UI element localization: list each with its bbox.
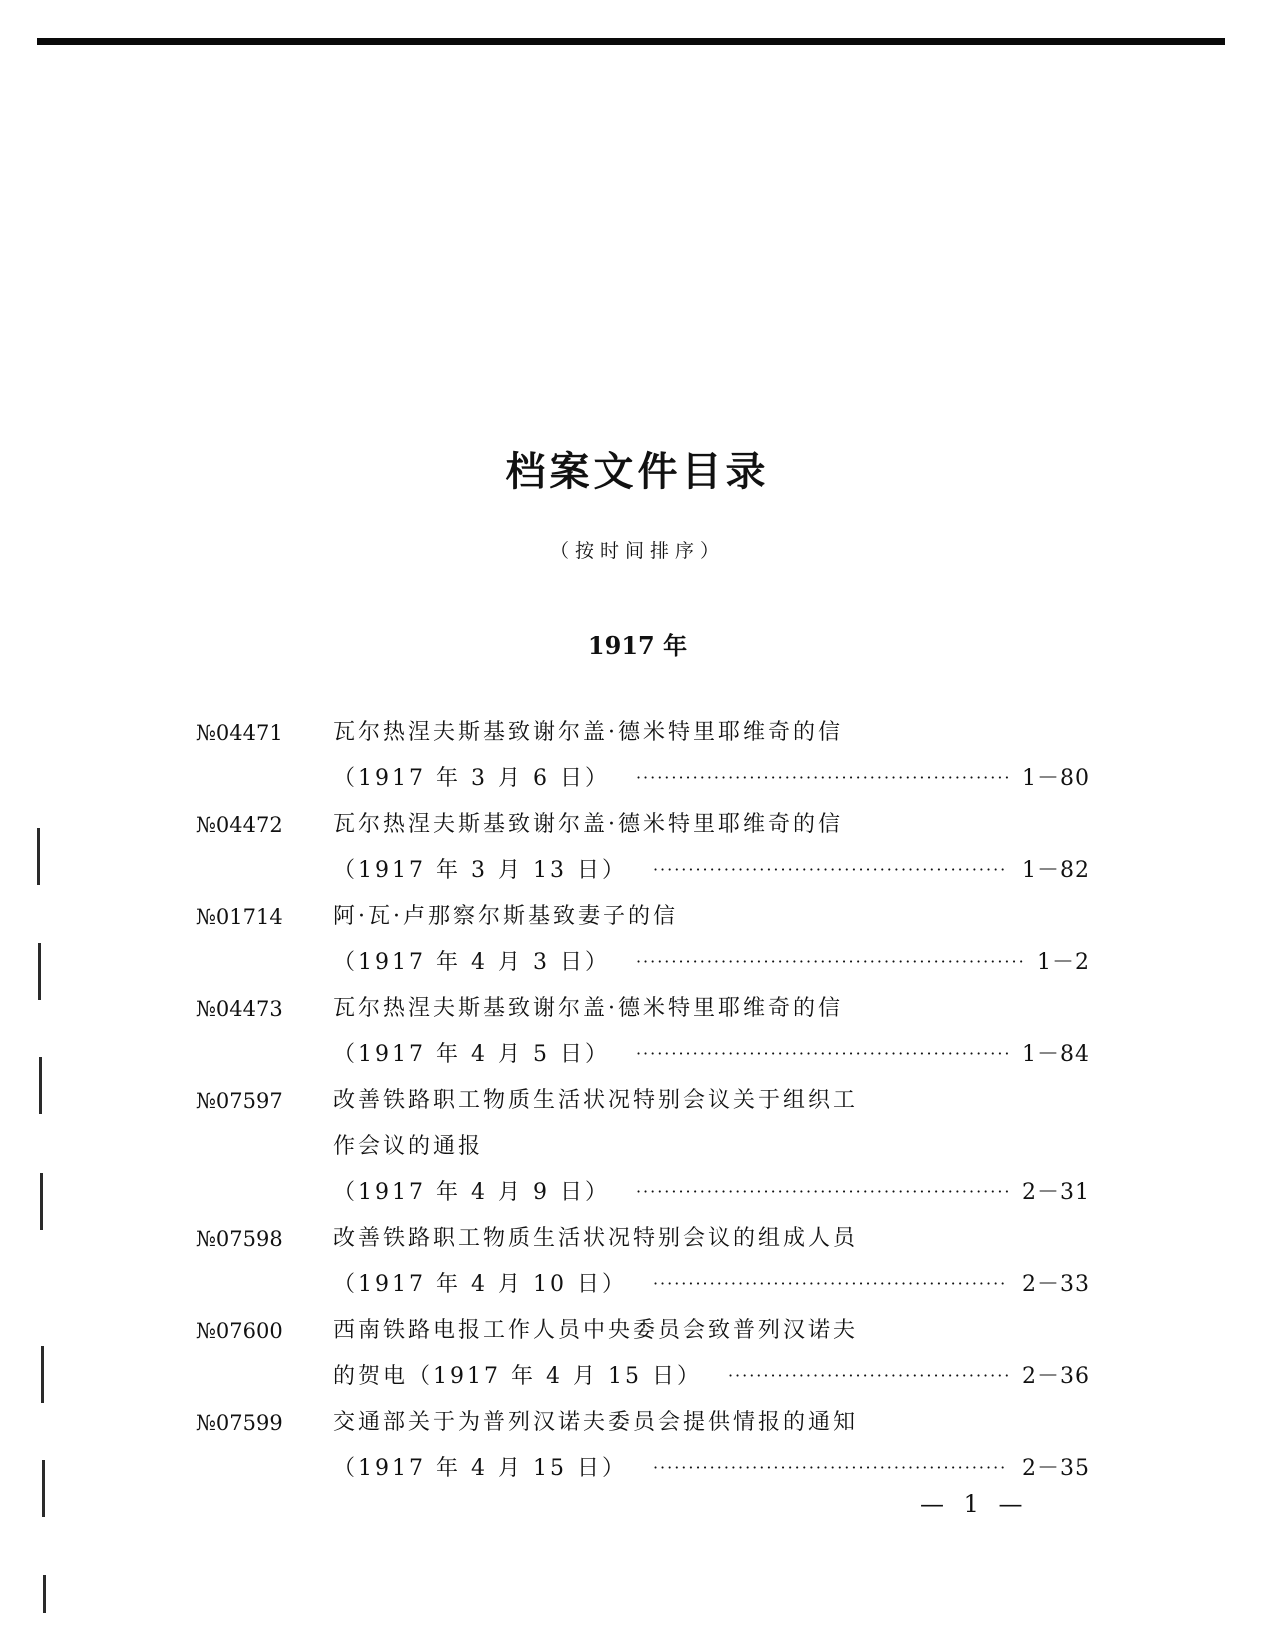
entry-page-ref: 2－36: [1022, 1364, 1090, 1389]
entry-line: [0, 1222, 1275, 1268]
entry-line: [0, 716, 1275, 762]
toc-leader-row: [333, 946, 1090, 981]
page-title: 档案文件目录: [505, 449, 770, 495]
entry-line: [0, 946, 1275, 992]
entry-line: [0, 1360, 1275, 1406]
entry-line: [0, 1314, 1275, 1360]
top-rule: [37, 38, 1225, 45]
entry-date: （1917 年 3 月 6 日）: [333, 766, 610, 791]
entry-page-ref: 2－31: [1022, 1180, 1090, 1205]
entry-date: （1917 年 4 月 9 日）: [333, 1180, 610, 1205]
page-subtitle: （按时间排序）: [549, 540, 725, 562]
toc-leader-row: [333, 762, 1090, 797]
entry-title: 改善铁路职工物质生活状况特别会议的组成人员: [333, 1226, 859, 1251]
entry-title: 瓦尔热涅夫斯基致谢尔盖·德米特里耶维奇的信: [333, 812, 843, 837]
entry-line: [0, 854, 1275, 900]
entry-line: [0, 992, 1275, 1038]
entry-number: №07597: [196, 1089, 283, 1113]
entry-line: [0, 762, 1275, 808]
year-heading: 1917 年: [587, 631, 688, 660]
page-number: — 1 —: [920, 1490, 1029, 1518]
entry-page-ref: 1－84: [1022, 1042, 1090, 1067]
toc-leader-row: [333, 1452, 1090, 1487]
entry-number: №04472: [196, 813, 283, 837]
entry-date: （1917 年 4 月 5 日）: [333, 1042, 610, 1067]
entry-title: 西南铁路电报工作人员中央委员会致普列汉诺夫: [333, 1318, 859, 1343]
dot-leader: [653, 1451, 1008, 1485]
dot-leader: [636, 1175, 1008, 1209]
entry-line: [0, 1268, 1275, 1314]
entry-line: [0, 808, 1275, 854]
entry-number: №07598: [196, 1227, 283, 1251]
entry-date: 的贺电（1917 年 4 月 15 日）: [333, 1364, 702, 1389]
entry-date: （1917 年 4 月 10 日）: [333, 1272, 627, 1297]
toc-leader-row: [333, 1176, 1090, 1211]
entry-line: [0, 1406, 1275, 1452]
entry-page-ref: 1－2: [1037, 950, 1090, 975]
entry-title-continued: 作会议的通报: [333, 1134, 484, 1159]
entry-line: [0, 1038, 1275, 1084]
toc-leader-row: [333, 1360, 1090, 1395]
entry-page-ref: 2－33: [1022, 1272, 1090, 1297]
entry-date: （1917 年 4 月 15 日）: [333, 1456, 627, 1481]
entry-page-ref: 1－82: [1022, 858, 1090, 883]
entry-number: №04471: [196, 721, 283, 745]
entry-number: №07600: [196, 1319, 283, 1343]
toc-leader-row: [333, 1268, 1090, 1303]
dot-leader: [653, 853, 1008, 887]
dot-leader: [653, 1267, 1008, 1301]
dot-leader: [636, 1037, 1008, 1071]
entry-date: （1917 年 3 月 13 日）: [333, 858, 627, 883]
entry-line: [0, 900, 1275, 946]
dot-leader: [636, 761, 1008, 795]
entry-title: 交通部关于为普列汉诺夫委员会提供情报的通知: [333, 1410, 859, 1435]
entry-number: №01714: [196, 905, 283, 929]
catalog-entries: [0, 716, 1275, 1498]
dot-leader: [728, 1359, 1008, 1393]
entry-line: [0, 1452, 1275, 1498]
entry-page-ref: 1－80: [1022, 766, 1090, 791]
entry-title: 瓦尔热涅夫斯基致谢尔盖·德米特里耶维奇的信: [333, 996, 843, 1021]
toc-leader-row: [333, 1038, 1090, 1073]
entry-title: 瓦尔热涅夫斯基致谢尔盖·德米特里耶维奇的信: [333, 720, 843, 745]
entry-page-ref: 2－35: [1022, 1456, 1090, 1481]
margin-bar: [43, 1575, 46, 1613]
toc-leader-row: [333, 854, 1090, 889]
dot-leader: [636, 945, 1023, 979]
entry-date: （1917 年 4 月 3 日）: [333, 950, 610, 975]
entry-line: [0, 1084, 1275, 1130]
entry-number: №04473: [196, 997, 283, 1021]
entry-title: 改善铁路职工物质生活状况特别会议关于组织工: [333, 1088, 859, 1113]
entry-title: 阿·瓦·卢那察尔斯基致妻子的信: [333, 904, 678, 929]
entry-number: №07599: [196, 1411, 283, 1435]
entry-line: [0, 1130, 1275, 1176]
entry-line: [0, 1176, 1275, 1222]
